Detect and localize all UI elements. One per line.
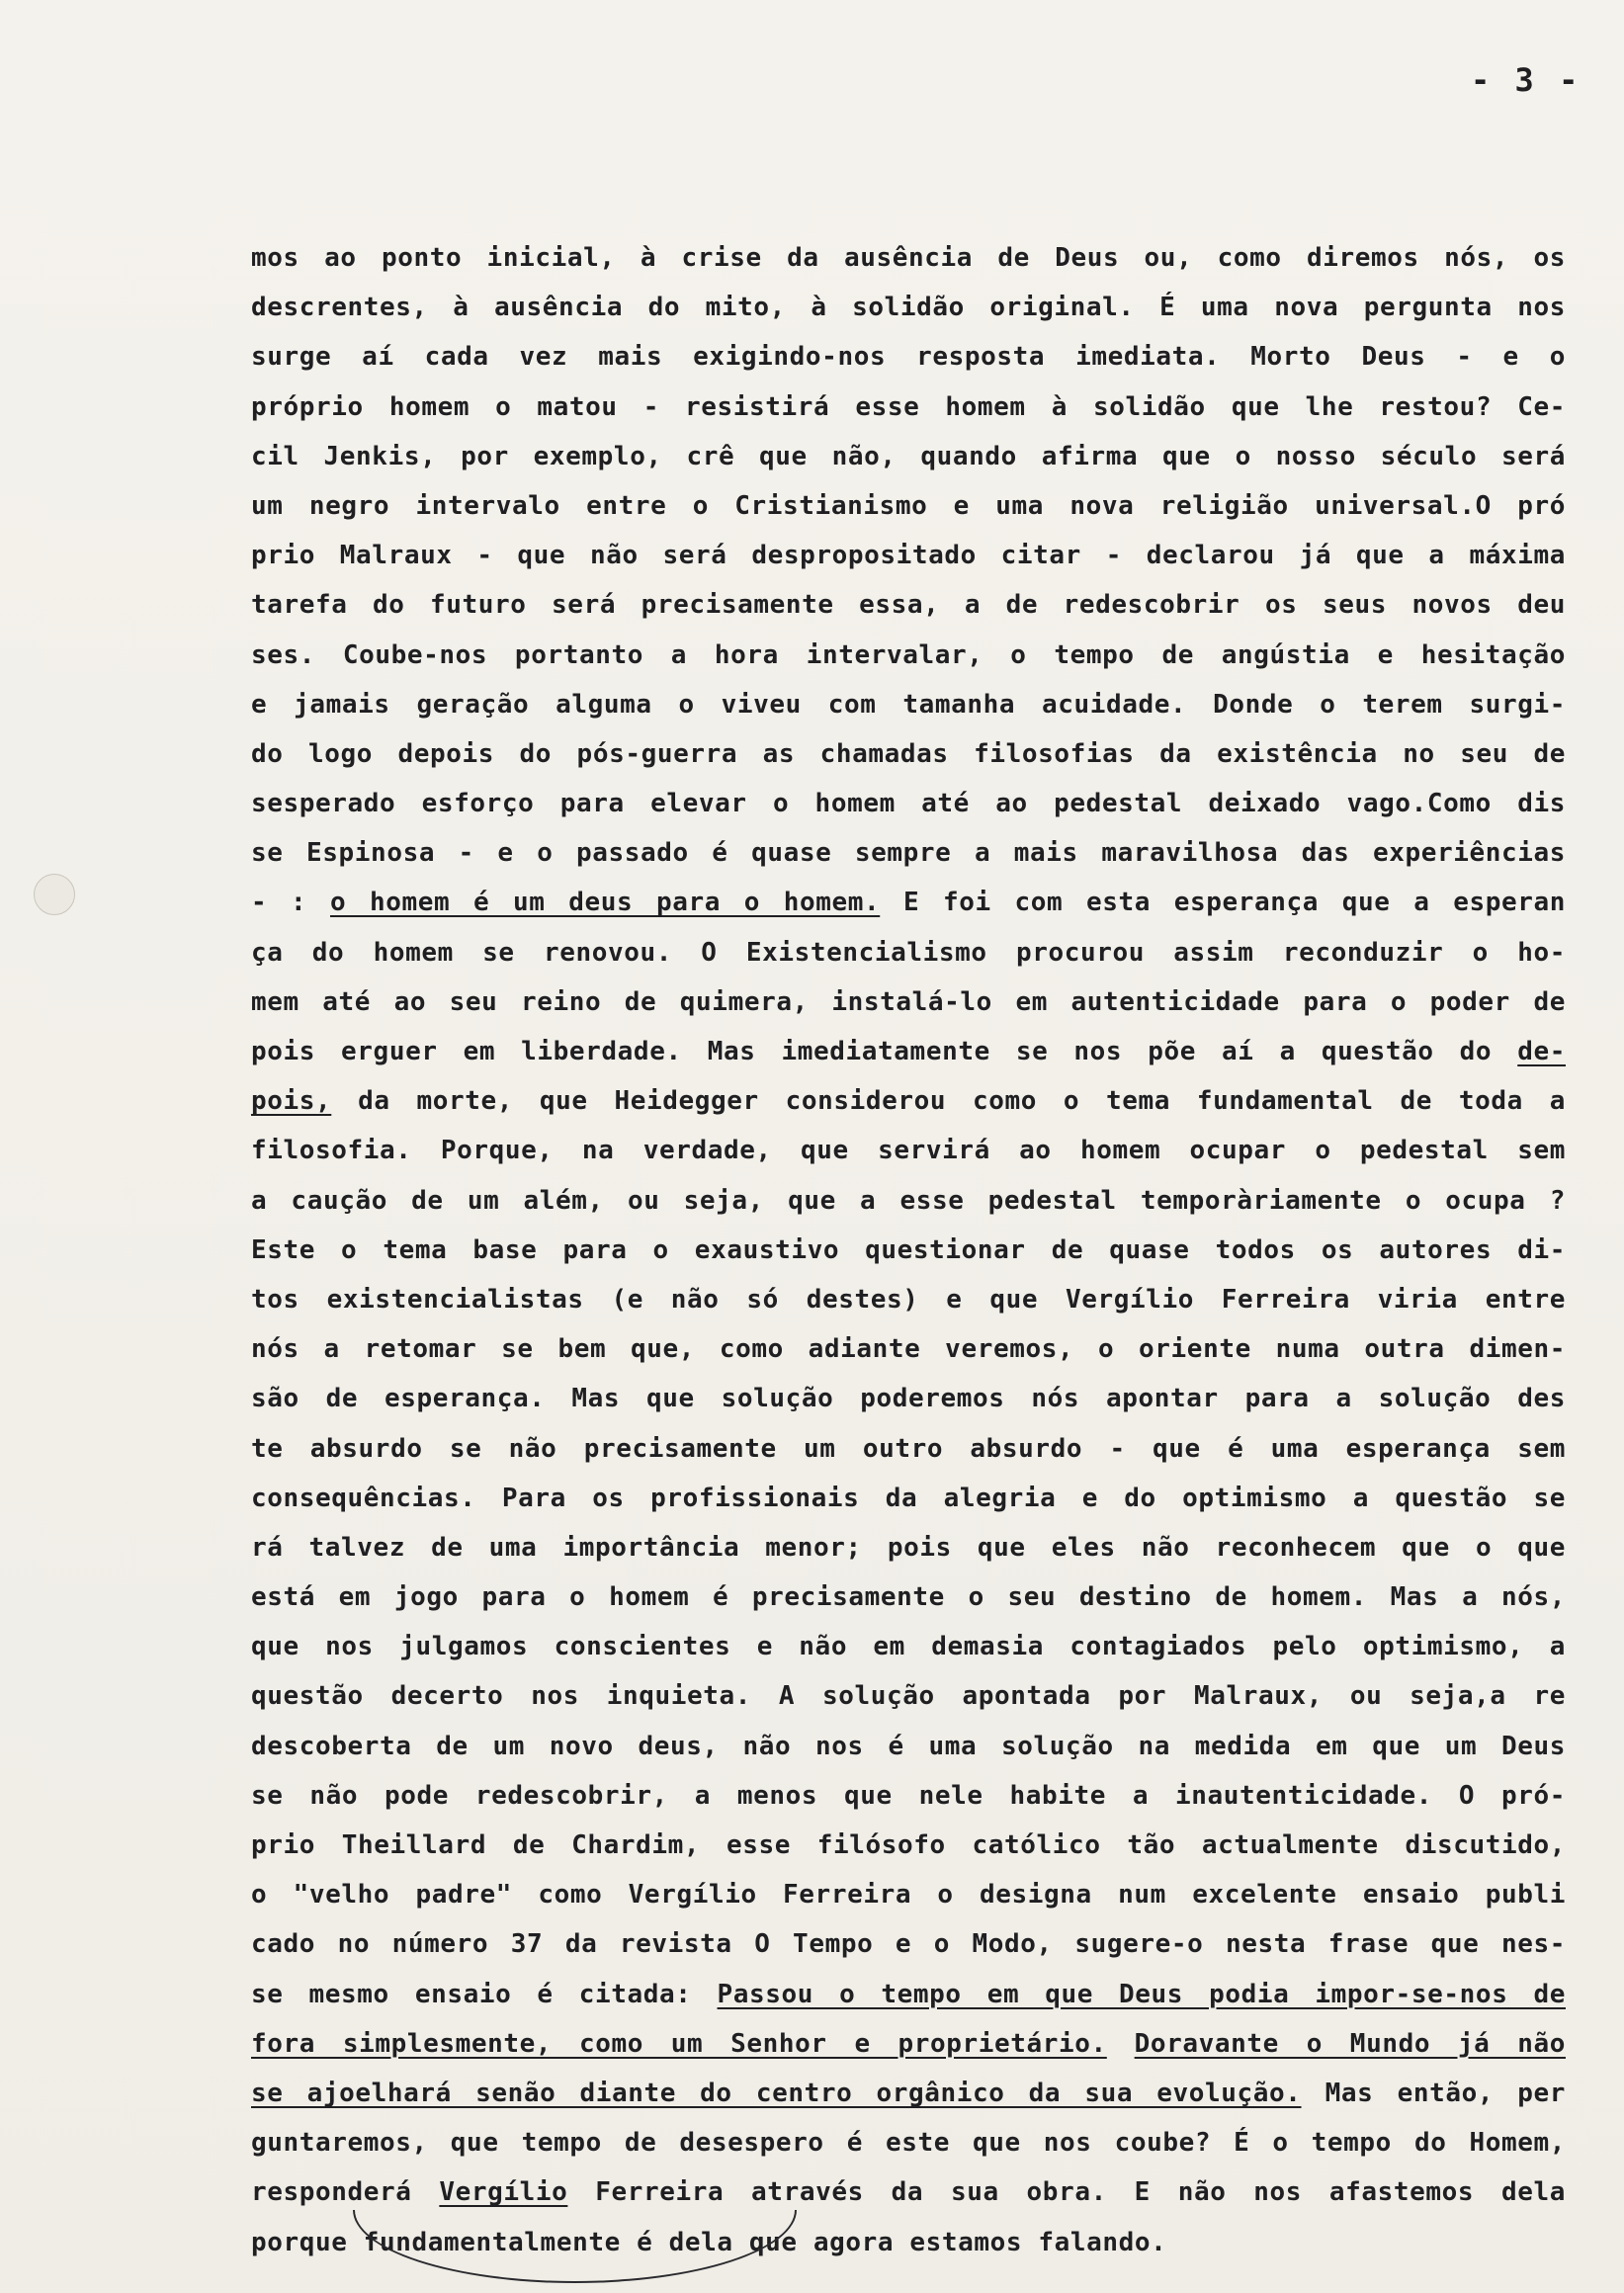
text-segment: ses. Coube-nos portanto a hora intervalar, o tempo de angústia e hesitação <box>251 639 1566 670</box>
text-line <box>251 2019 1566 2069</box>
text-line <box>251 2069 1566 2118</box>
text-line <box>251 729 1566 779</box>
underlined-text: de- <box>1517 1037 1566 1066</box>
text-line <box>251 878 1566 927</box>
text-segment: se não pode redescobrir, a menos que nele habite a inautenticidade. O pró- <box>251 1780 1566 1811</box>
text-segment: descrentes, à ausência do mito, à solidão original. É uma nova pergunta nos <box>251 293 1566 323</box>
text-line <box>251 1970 1566 2019</box>
text-line <box>251 1722 1566 1771</box>
underlined-text: o homem é um deus para o homem. <box>329 888 881 918</box>
text-line <box>251 828 1566 878</box>
text-line <box>251 233 1566 283</box>
underlined-text: se ajoelhará senão diante do centro orgânico da sua evolução. <box>251 2078 1302 2108</box>
text-line <box>251 1572 1566 1622</box>
text-segment: cado no número 37 da revista O Tempo e o Modo, sugere-o nesta frase que nes- <box>251 1929 1566 1960</box>
text-segment: responderá <box>251 2177 440 2208</box>
text-line <box>251 432 1566 481</box>
text-line <box>251 2118 1566 2167</box>
text-segment: surge aí cada vez mais exigindo-nos resposta imediata. Morto Deus - e o <box>251 342 1566 373</box>
body-text <box>251 233 1566 2267</box>
text-segment: são de esperança. Mas que solução poderemos nós apontar para a solução des <box>251 1384 1566 1414</box>
text-segment: se mesmo ensaio é citada: <box>251 1979 718 2009</box>
text-segment: porque fundamentalmente é dela que agora estamos falando. <box>251 2227 1167 2257</box>
text-line <box>251 1870 1566 1919</box>
underlined-text: Passou o tempo em que Deus podia impor-se-nos de <box>717 1979 1566 2009</box>
text-segment: Este o tema base para o exaustivo questionar de quase todos os autores di- <box>251 1234 1566 1265</box>
text-segment: sesperado esforço para elevar o homem até ao pedestal deixado vago.Como dis <box>251 789 1566 819</box>
text-segment: guntaremos, que tempo de desespero é este que nos coube? É o tempo do Homem, <box>251 2128 1566 2159</box>
text-segment: E foi com esta esperança que a esperan <box>880 888 1566 918</box>
underlined-text: fora simplesmente, como um Senhor e proprietário. <box>251 2028 1107 2059</box>
text-line <box>251 531 1566 580</box>
text-line <box>251 2167 1566 2217</box>
text-segment: a caução de um além, ou seja, que a esse pedestal temporàriamente o ocupa ? <box>251 1185 1566 1216</box>
text-segment: mem até ao seu reino de quimera, instalá-lo em autenticidade para o poder de <box>251 986 1566 1017</box>
text-line <box>251 977 1566 1027</box>
text-line <box>251 1374 1566 1423</box>
text-segment: - : <box>251 888 330 918</box>
text-line <box>251 1076 1566 1126</box>
text-segment: que nos julgamos conscientes e não em demasia contagiados pelo optimismo, a <box>251 1632 1566 1662</box>
text-segment: se Espinosa - e o passado é quase sempre a mais maravilhosa das experiências <box>251 838 1566 869</box>
text-segment: filosofia. Porque, na verdade, que servirá ao homem ocupar o pedestal sem <box>251 1136 1566 1166</box>
text-segment: tarefa do futuro será precisamente essa, a de redescobrir os seus novos deu <box>251 590 1566 621</box>
text-line <box>251 631 1566 680</box>
punch-hole <box>34 874 75 915</box>
text-line <box>251 680 1566 729</box>
text-segment: te absurdo se não precisamente um outro absurdo - que é uma esperança sem <box>251 1433 1566 1464</box>
text-segment: Mas então, per <box>1301 2078 1566 2108</box>
text-line <box>251 1771 1566 1821</box>
text-line <box>251 1821 1566 1870</box>
text-line <box>251 1919 1566 1969</box>
text-segment: rá talvez de uma importância menor; pois que eles não reconhecem que o que <box>251 1532 1566 1563</box>
text-line <box>251 382 1566 432</box>
text-segment: mos ao ponto inicial, à crise da ausência de Deus ou, como diremos nós, os <box>251 243 1566 273</box>
text-segment: Ferreira através da sua obra. E não nos afastemos dela <box>567 2177 1566 2208</box>
text-line <box>251 1226 1566 1275</box>
text-segment: o "velho padre" como Vergílio Ferreira o designa num excelente ensaio publi <box>251 1880 1566 1911</box>
text-line <box>251 481 1566 531</box>
text-line <box>251 1523 1566 1572</box>
text-segment: questão decerto nos inquieta. A solução apontada por Malraux, ou seja,a re <box>251 1681 1566 1712</box>
text-segment: do logo depois do pós-guerra as chamadas filosofias da existência no seu de <box>251 738 1566 769</box>
underlined-text: pois, <box>251 1086 332 1117</box>
text-line <box>251 1176 1566 1226</box>
text-segment: nós a retomar se bem que, como adiante veremos, o oriente numa outra dimen- <box>251 1334 1566 1365</box>
text-line <box>251 1275 1566 1324</box>
text-segment: pois erguer em liberdade. Mas imediatamente se nos põe aí a questão do <box>251 1037 1518 1066</box>
text-segment <box>1107 2029 1135 2059</box>
text-line <box>251 580 1566 630</box>
text-segment: consequências. Para os profissionais da alegria e do optimismo a questão se <box>251 1483 1566 1513</box>
text-line <box>251 2218 1566 2267</box>
underlined-text: Vergílio <box>439 2177 568 2208</box>
text-segment: prio Malraux - que não será despropositado citar - declarou já que a máxima <box>251 541 1566 571</box>
text-line <box>251 332 1566 382</box>
text-segment: da morte, que Heidegger considerou como o tema fundamental de toda a <box>331 1086 1566 1117</box>
text-segment: um negro intervalo entre o Cristianismo e uma nova religião universal.O pró <box>251 490 1566 521</box>
text-line <box>251 1027 1566 1076</box>
text-segment: descoberta de um novo deus, não nos é uma solução na medida em que um Deus <box>251 1731 1566 1761</box>
text-segment: tos existencialistas (e não só destes) e que Vergílio Ferreira viria entre <box>251 1284 1566 1315</box>
text-segment: ça do homem se renovou. O Existencialismo procurou assim reconduzir o ho- <box>251 937 1566 968</box>
text-segment: prio Theillard de Chardim, esse filósofo católico tão actualmente discutido, <box>251 1830 1566 1860</box>
underlined-text: Doravante o Mundo já não <box>1134 2028 1566 2059</box>
text-segment: e jamais geração alguma o viveu com tamanha acuidade. Donde o terem surgi- <box>251 689 1566 720</box>
text-line <box>251 1324 1566 1374</box>
page-number: - 3 - <box>1471 61 1581 99</box>
text-line <box>251 779 1566 828</box>
text-line <box>251 928 1566 977</box>
text-line <box>251 283 1566 332</box>
text-line <box>251 1126 1566 1175</box>
text-line <box>251 1622 1566 1671</box>
text-line <box>251 1424 1566 1474</box>
text-line <box>251 1671 1566 1721</box>
text-segment: está em jogo para o homem é precisamente o seu destino de homem. Mas a nós, <box>251 1582 1566 1613</box>
text-segment: próprio homem o matou - resistirá esse homem à solidão que lhe restou? Ce- <box>251 391 1566 422</box>
text-segment: cil Jenkis, por exemplo, crê que não, quando afirma que o nosso século será <box>251 441 1566 471</box>
text-line <box>251 1474 1566 1523</box>
